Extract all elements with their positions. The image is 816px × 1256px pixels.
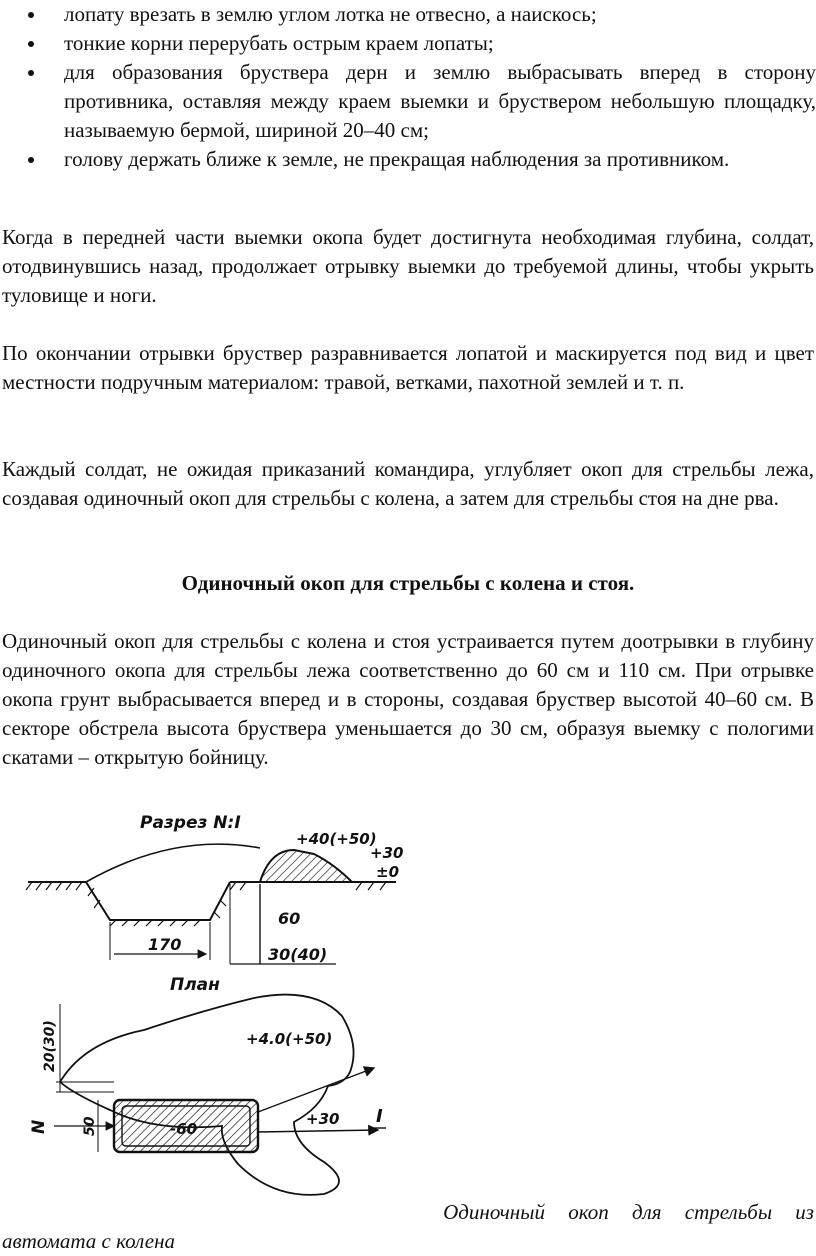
- paragraph-4: Одиночный окоп для стрельбы с колена и стоя устраивается путем доотрывки в глубину одиночного окопа для стрельбы лежа соответственно до 60 см и 110 см. При отрывке окопа грунт выбрасывается вперед и в стороны, создавая бруствер высотой 40–60 см. В секторе обстрела высота бруствера уменьшается до 30 см, образуя выемку с пологими скатами – открытую бойницу.: [2, 629, 814, 769]
- depth-label: 60: [278, 909, 301, 928]
- bullet-list: [28, 0, 816, 174]
- parapet-outline: [60, 995, 354, 1195]
- bullet-icon: [28, 12, 34, 18]
- bullet-icon: [28, 41, 34, 47]
- plan-parapet-label: +4.0(+50): [246, 1030, 333, 1048]
- zero-label: ±0: [376, 863, 400, 881]
- list-item: лопату врезать в землю углом лотка не отвесно, а наискось;: [28, 0, 816, 29]
- ground-hatch-right: [230, 882, 386, 890]
- paragraph-1: Когда в передней части выемки окопа будет достигнута необходимая глубина, солдат, отодвинувшись назад, продолжает отрывку выемки до требуемой длины, чтобы укрыть туловище и ноги.: [2, 225, 814, 307]
- plus30-label: +30: [370, 844, 404, 862]
- plan-30-label: +30: [306, 1110, 340, 1128]
- list-item: для образования бруствера дерн и землю выбрасывать вперед в сторону противника, оставляя между краем выемки и бруствером небольшую площадку, называемую бермой, шириной 20–40 см;: [28, 58, 816, 145]
- trench-bottom-hatch: [110, 900, 226, 926]
- section-view: [26, 813, 403, 964]
- trench-profile: [86, 882, 230, 920]
- figure-caption-line1: Одиночный окоп для стрельбы из: [443, 1200, 814, 1224]
- figure-caption-line2: автомата с колена: [2, 1229, 176, 1253]
- parapet: [260, 850, 352, 882]
- plan-i-label: I: [376, 1106, 383, 1127]
- parapet-height-label: +40(+50): [296, 830, 377, 848]
- plan-n-label: N: [29, 1119, 49, 1134]
- sight-line: [86, 844, 260, 882]
- paragraph-2: По окончании отрывки бруствер разравнивается лопатой и маскируется под вид и цвет местности подручным материалом: травой, ветками, пахотной землей и т. п.: [2, 341, 814, 394]
- sector-line-lower: [258, 1130, 378, 1132]
- paragraph-3: Каждый солдат, не ожидая приказаний командира, углубляет окоп для стрельбы лежа, создавая одиночный окоп для стрельбы с колена, а затем для стрельбы стоя на дне рва.: [2, 457, 814, 510]
- bullet-icon: [28, 157, 34, 163]
- plan-50-label: 50: [82, 1116, 98, 1136]
- list-item: тонкие корни перерубать острым краем лопаты;: [28, 29, 816, 58]
- plan-view: [29, 975, 386, 1195]
- plan-side-label: 20(30): [42, 1020, 58, 1072]
- trench-diagram: [24, 792, 424, 1197]
- berm-label: 30(40): [268, 945, 328, 964]
- trench-figure: [24, 792, 424, 1197]
- bullet-icon: [28, 70, 34, 76]
- plan-title: План: [170, 975, 220, 995]
- section-title: Разрез N:I: [140, 813, 241, 833]
- plan-depth-label: -60: [170, 1120, 198, 1138]
- section-heading: Одиночный окоп для стрельбы с колена и стоя.: [181, 571, 635, 595]
- list-item: голову держать ближе к земле, не прекращая наблюдения за противником.: [28, 145, 816, 174]
- width-label: 170: [148, 935, 182, 954]
